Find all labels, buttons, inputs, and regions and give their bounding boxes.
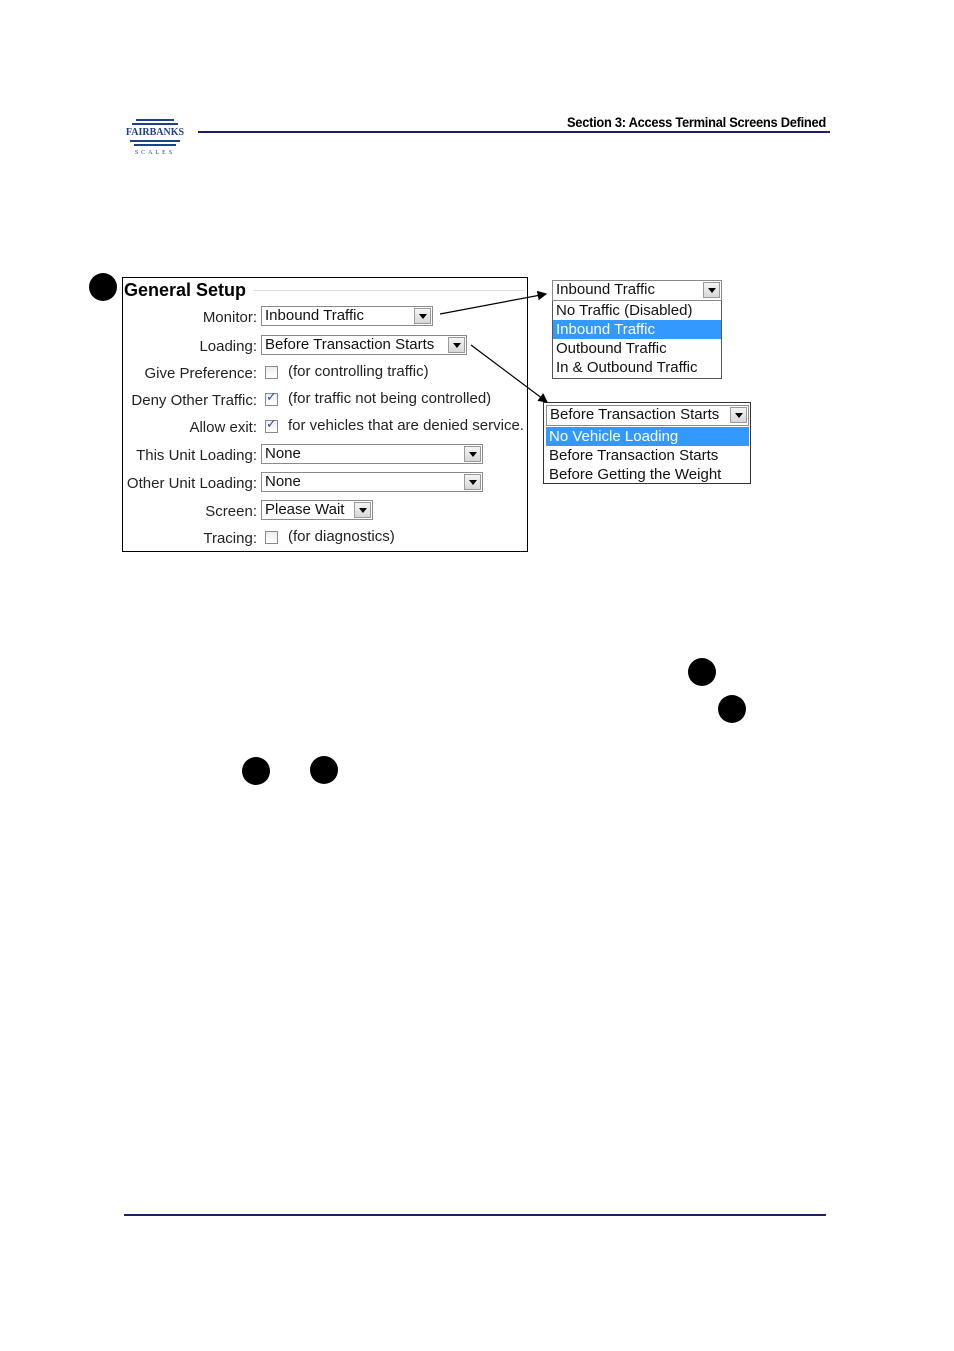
screen-label: Screen: <box>205 503 257 520</box>
loading-select-value: Before Transaction Starts <box>265 336 435 353</box>
footer-rule <box>124 1214 826 1216</box>
loading-option-selected[interactable]: No Vehicle Loading <box>546 427 749 446</box>
monitor-label: Monitor: <box>202 309 257 326</box>
allow-exit-label: Allow exit: <box>189 419 257 436</box>
this-unit-loading-label: This Unit Loading: <box>136 447 257 464</box>
logo-text: FAIRBANKS <box>125 127 185 138</box>
monitor-select-value: Inbound Traffic <box>265 307 364 324</box>
callout-marker <box>242 757 270 785</box>
logo-subtext: SCALES <box>134 150 176 156</box>
loading-option[interactable]: Before Getting the Weight <box>549 466 722 483</box>
allow-exit-text: for vehicles that are denied service. <box>288 417 524 434</box>
give-preference-text: (for controlling traffic) <box>288 363 429 380</box>
monitor-option[interactable]: Outbound Traffic <box>556 340 667 357</box>
loading-popup-current: Before Transaction Starts <box>550 406 720 423</box>
give-preference-label: Give Preference: <box>144 365 257 382</box>
callout-marker <box>310 756 338 784</box>
this-unit-loading-value: None <box>265 445 301 462</box>
monitor-option-selected[interactable]: Inbound Traffic <box>553 320 721 339</box>
loading-label: Loading: <box>199 338 257 355</box>
callout-marker <box>688 658 716 686</box>
callout-marker <box>718 695 746 723</box>
loading-option[interactable]: Before Transaction Starts <box>549 447 719 464</box>
screen-select-value: Please Wait <box>265 501 345 518</box>
monitor-option[interactable]: No Traffic (Disabled) <box>556 302 693 319</box>
other-unit-loading-label: Other Unit Loading: <box>126 475 257 492</box>
loading-arrow <box>471 345 547 402</box>
panel-title: General Setup <box>124 280 247 300</box>
monitor-option[interactable]: In & Outbound Traffic <box>556 359 698 376</box>
monitor-popup-current: Inbound Traffic <box>556 281 655 298</box>
tracing-text: (for diagnostics) <box>288 528 395 545</box>
monitor-arrow <box>440 294 546 314</box>
deny-other-traffic-text: (for traffic not being controlled) <box>288 390 492 407</box>
section-title: Section 3: Access Terminal Screens Defined <box>566 114 826 130</box>
tracing-label: Tracing: <box>203 530 257 547</box>
other-unit-loading-value: None <box>265 473 301 490</box>
deny-other-traffic-label: Deny Other Traffic: <box>131 392 257 409</box>
